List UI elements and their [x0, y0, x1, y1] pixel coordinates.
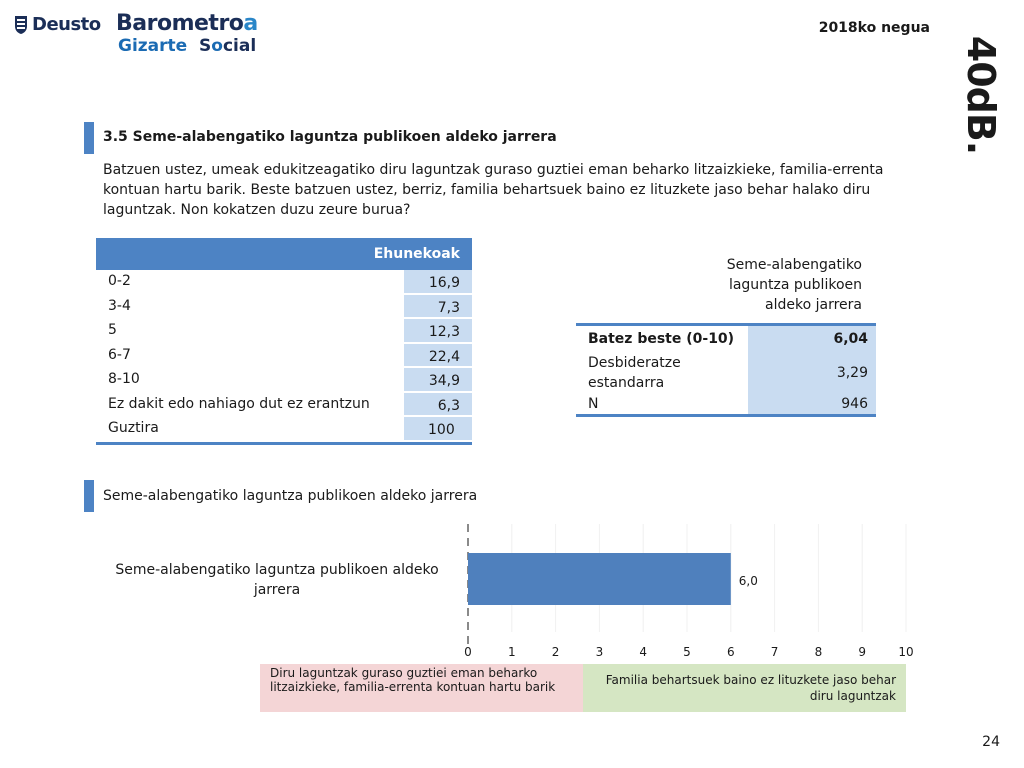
chart-category-label: Seme-alabengatiko laguntza publikoen aldeko jarrera	[115, 562, 439, 598]
barometer-subtitle	[118, 36, 258, 56]
table-row	[96, 368, 472, 393]
shield-icon	[14, 15, 28, 35]
scale-left-label: Diru laguntzak guraso guztiei eman beharko litzaizkieke, familia-errenta kontuan hartu barik	[260, 664, 583, 712]
barometer-title-main: Barometro	[116, 11, 244, 36]
stats-table-caption: Seme-alabengatiko laguntza publikoen aldeko jarrera	[726, 257, 862, 313]
table-bottom-rule	[96, 442, 472, 445]
row-label: 0-2	[108, 273, 131, 289]
survey-question: Batzuen ustez, umeak edukitzeagatiko diru laguntzak guraso guztiei eman beharko litzaizkieke, familia-errenta kontuan hartu barik. Beste batzuen ustez, berriz, familia behartsuek baino ez lituzkete jaso behar halako diru laguntzak. Non kokatzen duzu zeure burua?	[103, 162, 884, 218]
table-row	[576, 326, 876, 352]
deusto-logo-text: Deusto	[32, 14, 101, 35]
x-tick-label: 0	[464, 645, 472, 659]
x-tick-label: 5	[683, 645, 691, 659]
barometer-title-accent: a	[243, 11, 258, 36]
row-value: 946	[748, 394, 876, 414]
row-value: 6,3	[404, 393, 472, 418]
x-tick-label: 1	[507, 645, 516, 659]
row-label: 8-10	[108, 371, 140, 387]
x-tick-label: 7	[770, 645, 779, 659]
row-value: 3,29	[748, 352, 876, 394]
barometer-sub-letter-o: o	[211, 36, 223, 56]
section-marker-bar	[84, 122, 94, 154]
row-value: 100	[404, 417, 472, 442]
chart-section-title: Seme-alabengatiko laguntza publikoen aldeko jarrera	[103, 488, 478, 504]
brand-logo-40db	[958, 35, 1004, 155]
x-tick-label: 10	[898, 645, 914, 659]
table-row	[96, 295, 472, 320]
table-bottom-rule	[576, 414, 876, 417]
row-label: Guztira	[108, 420, 159, 436]
row-value: 34,9	[404, 368, 472, 393]
row-value: 7,3	[404, 295, 472, 320]
row-label: 3-4	[108, 297, 131, 314]
percentages-table	[96, 238, 472, 445]
bar-chart	[450, 520, 920, 664]
table-row	[96, 344, 472, 369]
table-row	[96, 319, 472, 344]
barometer-sub-word1: Gizarte	[118, 36, 188, 56]
section-title: 3.5 Seme-alabengatiko laguntza publikoen aldeko jarrera	[103, 129, 557, 145]
x-axis-ticks	[464, 645, 913, 659]
section-marker-bar	[84, 480, 94, 512]
row-label: Ez dakit edo nahiago dut ez erantzun	[108, 395, 370, 412]
barometer-title	[116, 12, 258, 36]
table-row	[576, 394, 876, 414]
chart-bar	[468, 553, 731, 605]
x-tick-label: 4	[639, 645, 648, 659]
x-tick-label: 3	[595, 645, 604, 659]
season-label: 2018ko negua	[818, 20, 930, 36]
row-label: Batez beste (0-10)	[588, 331, 735, 347]
barometer-sub-letter-s: S	[199, 36, 212, 56]
page-number: 24	[982, 734, 1000, 750]
x-tick-label: 2	[551, 645, 560, 659]
row-value: 6,04	[748, 326, 876, 352]
table-row	[96, 393, 472, 418]
table-row	[96, 270, 472, 295]
row-label: N	[588, 396, 599, 412]
scale-right-label: Familia behartsuek baino ez lituzkete jaso behar diru laguntzak	[583, 664, 906, 712]
barometer-logo	[116, 12, 258, 56]
brand-logo-text: 40dB.	[959, 35, 1003, 155]
stats-table	[576, 323, 876, 417]
table-row-total	[96, 417, 472, 442]
percentages-table-header: Ehunekoak	[96, 238, 472, 270]
row-label: Desbideratze estandarra	[588, 355, 681, 391]
row-value: 16,9	[404, 270, 472, 295]
x-tick-label: 9	[858, 645, 867, 659]
deusto-logo	[14, 14, 101, 35]
x-tick-label: 6	[726, 645, 735, 659]
x-tick-label: 8	[814, 645, 823, 659]
table-row	[576, 352, 876, 394]
bar-data-label: 6,0	[738, 574, 758, 588]
barometer-sub-rest: cial	[222, 36, 257, 56]
row-label: 6-7	[108, 346, 131, 363]
row-label: 5	[108, 322, 117, 338]
row-value: 22,4	[404, 344, 472, 369]
row-value: 12,3	[404, 319, 472, 344]
